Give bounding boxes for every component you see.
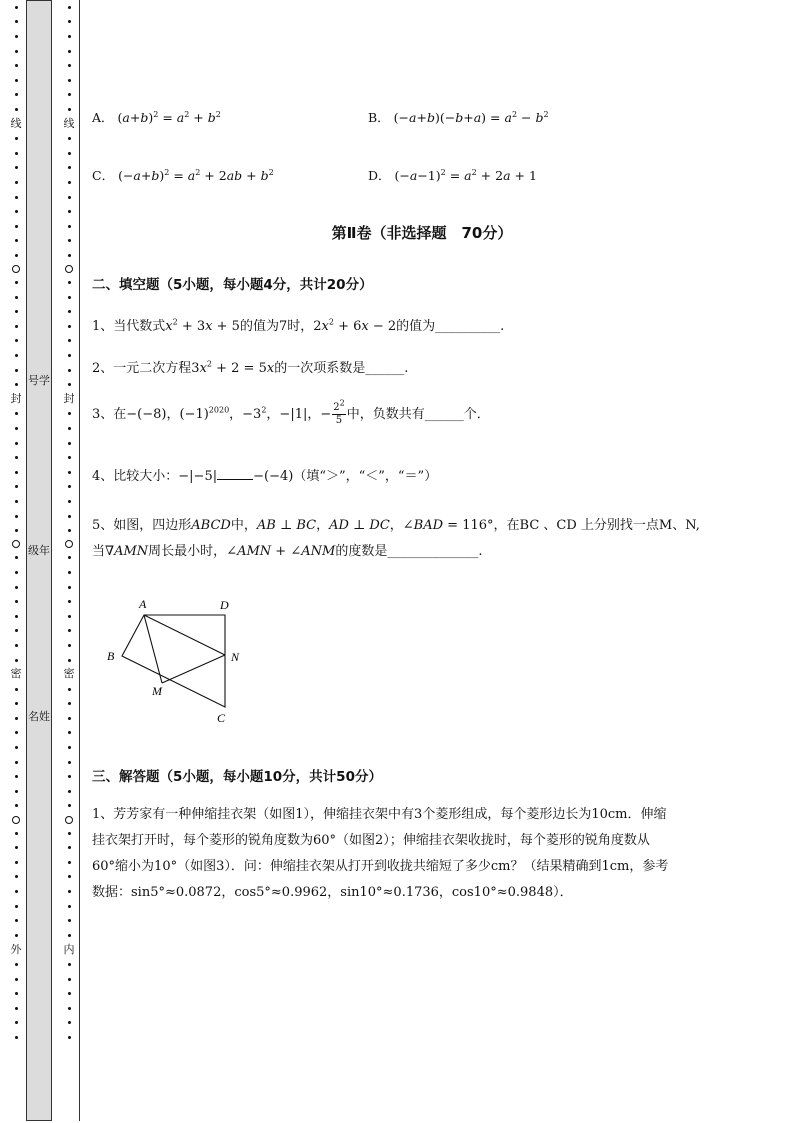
margin-dot — [68, 79, 71, 82]
option-label: B． — [368, 110, 390, 125]
margin-dot — [15, 166, 18, 169]
margin-dot — [15, 412, 18, 415]
margin-dot — [68, 210, 71, 213]
margin-dot — [68, 746, 71, 749]
margin-dot — [68, 325, 71, 328]
question-text: 的值为__________. — [396, 319, 505, 334]
margin-dot — [15, 354, 18, 357]
margin-dot — [68, 310, 71, 313]
margin-circle — [65, 816, 73, 824]
margin-dot — [15, 515, 18, 518]
margin-dot — [68, 369, 71, 372]
margin-dot — [15, 702, 18, 705]
label-a: A — [139, 597, 147, 611]
margin-dot — [68, 717, 71, 720]
question-text: 的度数是______________. — [335, 544, 483, 559]
margin-dot — [68, 688, 71, 691]
binding-margin-left — [6, 0, 26, 1123]
section-title: 第Ⅱ卷（非选择题 70分） — [331, 224, 513, 242]
question-text: 2、一元二次方程 — [92, 361, 192, 376]
margin-dot — [15, 137, 18, 140]
math-expression: ABCD — [191, 518, 231, 533]
paragraph-line: 1、芳芳家有一种伸缩挂衣架（如图1），伸缩挂衣架中有3个菱形组成，每个菱形边长为10cm．伸缩 — [92, 807, 667, 822]
margin-dot — [68, 196, 71, 199]
margin-dot — [15, 427, 18, 430]
question-text: 当 — [92, 544, 106, 559]
margin-dot — [68, 1021, 71, 1024]
label-d: D — [220, 598, 229, 612]
margin-dot — [68, 254, 71, 257]
margin-dot — [68, 500, 71, 503]
margin-dot — [68, 485, 71, 488]
margin-dot — [68, 225, 71, 228]
margin-dot — [68, 615, 71, 618]
student-info-strip — [26, 0, 52, 1121]
margin-dot — [15, 35, 18, 38]
fill-question-2 — [92, 357, 408, 376]
margin-dot — [68, 905, 71, 908]
margin-dot — [68, 108, 71, 111]
margin-label: 内 — [63, 942, 75, 956]
margin-dot — [15, 861, 18, 864]
margin-dot — [68, 992, 71, 995]
margin-circle — [12, 540, 20, 548]
margin-dot — [15, 1007, 18, 1010]
fill-question-4 — [92, 465, 437, 484]
option-label: C． — [92, 168, 115, 183]
margin-dot — [15, 731, 18, 734]
margin-dot — [68, 890, 71, 893]
paragraph-line: 60°缩小为10°（如图3）．问：伸缩挂衣架从打开到收拢共缩短了多少cm？（结果精确到1cm，参考 — [92, 859, 669, 874]
margin-dot — [15, 963, 18, 966]
margin-dot — [68, 919, 71, 922]
math-expression: $3x^2 + 2 = 5x$ — [191, 359, 275, 376]
margin-dot — [15, 846, 18, 849]
margin-dot — [68, 166, 71, 169]
margin-dot — [15, 905, 18, 908]
margin-dot — [15, 934, 18, 937]
margin-dot — [68, 586, 71, 589]
margin-dot — [15, 181, 18, 184]
margin-dot — [68, 427, 71, 430]
margin-dot — [15, 500, 18, 503]
margin-label: 外 — [10, 942, 22, 956]
label-b: B — [107, 649, 115, 663]
margin-dot — [15, 50, 18, 53]
quadrilateral-figure — [100, 592, 260, 732]
question-text: （填“＞”，“＜”，“＝”） — [293, 469, 438, 484]
margin-dot — [68, 832, 71, 835]
margin-dot — [68, 875, 71, 878]
margin-dot — [15, 992, 18, 995]
field-student-number — [26, 372, 52, 389]
margin-dot — [68, 383, 71, 386]
margin-dot — [68, 515, 71, 518]
binding-margin-right — [59, 0, 79, 1123]
margin-dot — [68, 442, 71, 445]
margin-dot — [15, 1021, 18, 1024]
margin-dot — [15, 556, 18, 559]
margin-dot — [68, 761, 71, 764]
margin-dot — [68, 281, 71, 284]
margin-label: 封 — [10, 392, 22, 406]
margin-dot — [15, 254, 18, 257]
margin-dot — [68, 354, 71, 357]
margin-circle — [65, 540, 73, 548]
margin-dot — [68, 20, 71, 23]
math-expression: AB ⊥ BC，AD ⊥ DC，∠BAD = 116° — [256, 518, 494, 533]
margin-dot — [68, 412, 71, 415]
margin-dot — [68, 731, 71, 734]
margin-dot — [15, 239, 18, 242]
math-expression: −|−5| −(−4) — [178, 469, 294, 484]
margin-dot — [15, 442, 18, 445]
math-expression: $x^2 + 3x + 5$ — [165, 317, 240, 334]
margin-label: 封 — [63, 392, 75, 406]
margin-dot — [68, 181, 71, 184]
question-text: 中， — [230, 518, 257, 533]
question-text: 周长最小时， — [148, 544, 227, 559]
margin-dot — [68, 600, 71, 603]
margin-dot — [15, 108, 18, 111]
margin-dot — [15, 717, 18, 720]
margin-dot — [68, 804, 71, 807]
math-expression: ∇AMN — [105, 544, 149, 559]
margin-dot — [15, 196, 18, 199]
margin-dot — [68, 152, 71, 155]
margin-dot — [15, 600, 18, 603]
margin-dot — [15, 471, 18, 474]
question-text: 中，负数共有______个． — [346, 407, 490, 422]
field-label: 名姓 — [28, 710, 50, 723]
margin-dot — [68, 702, 71, 705]
segment-mn — [162, 655, 225, 683]
label-n: N — [231, 650, 240, 664]
margin-dot — [15, 64, 18, 67]
margin-dot — [68, 64, 71, 67]
margin-dot — [15, 804, 18, 807]
option-a[interactable] — [92, 108, 221, 126]
option-d[interactable] — [368, 166, 537, 184]
margin-dot — [15, 281, 18, 284]
margin-dot — [15, 644, 18, 647]
margin-dot — [68, 239, 71, 242]
margin-dot — [15, 1036, 18, 1039]
margin-dot — [15, 659, 18, 662]
margin-dot — [15, 615, 18, 618]
margin-dot — [68, 644, 71, 647]
question-text: 的值为7时， — [239, 319, 314, 334]
margin-dot — [68, 629, 71, 632]
margin-dot — [68, 471, 71, 474]
quadrilateral-abcd — [122, 615, 225, 707]
margin-dot — [68, 1036, 71, 1039]
margin-dot — [15, 456, 18, 459]
margin-dot — [68, 790, 71, 793]
margin-circle — [65, 265, 73, 273]
margin-dot — [68, 846, 71, 849]
fill-question-3 — [92, 398, 490, 427]
fill-question-5-line1 — [92, 514, 700, 533]
math-expression: $2x^2 + 6x - 2$ — [313, 317, 397, 334]
segment-an — [144, 615, 225, 655]
margin-dot — [15, 296, 18, 299]
margin-dot — [15, 790, 18, 793]
margin-dot — [15, 978, 18, 981]
margin-dot — [68, 529, 71, 532]
margin-dot — [68, 861, 71, 864]
margin-dot — [15, 20, 18, 23]
question-text: ，在BC 、CD 上分别找一点M、N, — [493, 518, 700, 533]
option-formula: $(-a+b)(-b+a) = a^2 - b^2$ — [393, 109, 549, 125]
question-text: 3、在 — [92, 407, 127, 422]
option-c[interactable] — [92, 166, 274, 184]
option-formula: $(-a-1)^2 = a^2 + 2a + 1$ — [394, 167, 537, 183]
margin-dot — [15, 485, 18, 488]
margin-dot — [15, 93, 18, 96]
margin-dot — [15, 152, 18, 155]
math-expression: ∠AMN + ∠ANM — [226, 544, 336, 559]
margin-dot — [15, 571, 18, 574]
fill-question-1 — [92, 315, 504, 334]
margin-dot — [68, 1007, 71, 1010]
margin-dot — [15, 919, 18, 922]
margin-dot — [68, 296, 71, 299]
margin-dot — [15, 586, 18, 589]
margin-dot — [15, 210, 18, 213]
option-formula: $(-a+b)^2 = a^2 + 2ab + b^2$ — [118, 167, 274, 183]
option-label: A． — [92, 110, 114, 125]
margin-dot — [15, 746, 18, 749]
margin-dot — [15, 369, 18, 372]
margin-dot — [68, 137, 71, 140]
option-b[interactable] — [368, 108, 549, 126]
part3-header: 三、解答题（5小题，每小题10分，共计50分） — [92, 769, 382, 785]
paragraph-line: 挂衣架打开时，每个菱形的锐角度数为60°（如图2）；伸缩挂衣架收拢时，每个菱形的锐角度数从 — [92, 833, 650, 848]
field-label: 号学 — [28, 374, 50, 387]
margin-label: 密 — [10, 667, 22, 681]
margin-circle — [12, 265, 20, 273]
margin-dot — [15, 775, 18, 778]
margin-dot — [68, 50, 71, 53]
margin-dot — [15, 339, 18, 342]
margin-dot — [68, 978, 71, 981]
margin-dot — [68, 35, 71, 38]
margin-dot — [15, 875, 18, 878]
margin-dot — [68, 339, 71, 342]
margin-dot — [68, 6, 71, 9]
question-text: 5、如图，四边形 — [92, 518, 192, 533]
margin-dot — [15, 890, 18, 893]
margin-dot — [68, 556, 71, 559]
margin-dot — [15, 325, 18, 328]
margin-dot — [68, 775, 71, 778]
margin-dot — [15, 225, 18, 228]
margin-dot — [15, 529, 18, 532]
margin-dot — [15, 832, 18, 835]
margin-rule — [79, 0, 80, 1121]
question-text: 1、当代数式 — [92, 319, 166, 334]
margin-dot — [15, 383, 18, 386]
question-text: 4、比较大小： — [92, 469, 179, 484]
margin-label: 线 — [10, 116, 22, 130]
margin-dot — [68, 456, 71, 459]
margin-dot — [15, 629, 18, 632]
field-name — [26, 708, 52, 725]
margin-dot — [15, 688, 18, 691]
option-label: D． — [368, 168, 391, 183]
label-m: M — [152, 684, 162, 698]
paragraph-line: 数据：sin5°≈0.0872，cos5°≈0.9962，sin10°≈0.1736，cos10°≈0.9848）． — [92, 885, 573, 900]
solve-question-1 — [92, 802, 742, 906]
margin-label: 线 — [63, 116, 75, 130]
margin-dot — [15, 310, 18, 313]
margin-dot — [68, 963, 71, 966]
math-expression: −(−8)，$(-1)^{2020}$，$-3^2$，−|1|，− $\frac{2^2}{5}$ — [126, 398, 345, 426]
segment-am — [144, 615, 162, 683]
field-label: 级年 — [28, 544, 50, 557]
margin-dot — [68, 659, 71, 662]
part2-header: 二、填空题（5小题，每小题4分，共计20分） — [92, 277, 373, 293]
margin-dot — [15, 6, 18, 9]
label-c: C — [217, 711, 226, 725]
margin-circle — [12, 816, 20, 824]
fill-question-5-line2 — [92, 540, 482, 559]
option-formula: $(a+b)^2 = a^2 + b^2$ — [117, 109, 221, 125]
margin-label: 密 — [63, 667, 75, 681]
margin-dot — [15, 79, 18, 82]
margin-dot — [68, 934, 71, 937]
margin-dot — [68, 571, 71, 574]
field-grade — [26, 542, 52, 559]
margin-dot — [15, 761, 18, 764]
margin-dot — [68, 93, 71, 96]
question-text: 的一次项系数是______. — [274, 361, 409, 376]
